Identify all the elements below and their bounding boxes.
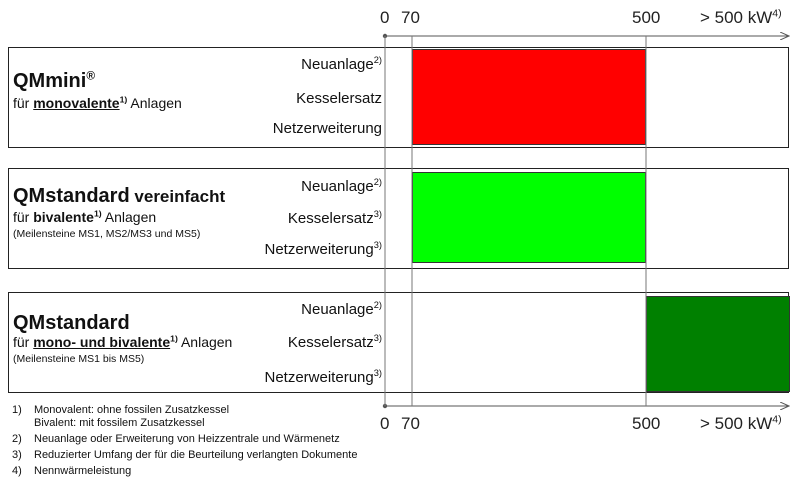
panel-qmstandard-row-kesselersatz: Kesselersatz$^{3)}$ [287, 333, 382, 351]
panel-qmstandard-vereinfacht-bar [412, 172, 646, 263]
panel-qmmini-title: QMmini® [13, 69, 96, 92]
panel-qmstandard-vereinfacht-row-neuanlage: Neuanlage$^{2)}$ [301, 177, 382, 195]
panel-qmstandard-row-neuanlage: Neuanlage$^{2)}$ [301, 300, 382, 318]
footnote-1-number: 1) [12, 404, 22, 416]
panel-qmstandard-vereinfacht-detail: (Meilensteine MS1, MS2/MS3 und MS5) [13, 228, 201, 240]
panel-qmmini-row-neuanlage: Neuanlage$^{2)}$ [301, 55, 382, 73]
top-tick-0: 0 [380, 8, 390, 27]
bottom-tick-500: 500 [632, 414, 661, 433]
panel-qmstandard-subtitle: für mono- und bivalente$^{1)}$ Anlagen [13, 333, 233, 350]
bottom-tick-0: 0 [380, 414, 390, 433]
top-tick-max: > 500 $kW^{4)}$ [700, 7, 782, 27]
footnote-4-text: Nennwärmeleistung [34, 465, 132, 477]
panel-qmstandard-title: QMstandard [13, 312, 130, 334]
panel-qmstandard-vereinfacht-title: QMstandard vereinfacht [13, 185, 226, 207]
footnote-1-line1: Monovalent: ohne fossilen Zusatzkessel [34, 404, 230, 416]
panel-qmstandard-bar [646, 296, 790, 392]
panel-qmstandard-vereinfacht-row-kesselersatz: Kesselersatz$^{3)}$ [287, 209, 382, 227]
footnote-2-number: 2) [12, 433, 22, 445]
footnote-3-number: 3) [12, 449, 22, 461]
footnote-1-line2: Bivalent: mit fossilem Zusatzkessel [34, 417, 205, 429]
panel-qmstandard-vereinfacht-row-netzerweiterung: Netzerweiterung$^{3)}$ [264, 240, 382, 258]
bottom-tick-70: 70 [401, 414, 420, 433]
top-tick-500: 500 [632, 8, 661, 27]
top-tick-70: 70 [401, 8, 420, 27]
panel-qmstandard-row-netzerweiterung: Netzerweiterung$^{3)}$ [264, 368, 382, 386]
panel-qmstandard-detail: (Meilensteine MS1 bis MS5) [13, 353, 145, 365]
footnote-2-text: Neuanlage oder Erweiterung von Heizzentrale und Wärmenetz [34, 433, 340, 445]
panel-qmmini-subtitle: für monovalente$^{1)}$ Anlagen [13, 94, 182, 111]
footnote-3-text: Reduzierter Umfang der für die Beurteilung verlangten Dokumente [34, 449, 358, 461]
panel-qmmini-bar [412, 49, 646, 145]
footnote-4-number: 4) [12, 465, 22, 477]
panel-qmmini-row-kesselersatz: Kesselersatz [296, 90, 382, 107]
top-axis [0, 0, 800, 40]
panel-qmstandard-vereinfacht-subtitle: für bivalente$^{1)}$ Anlagen [13, 208, 157, 225]
panel-qmmini-row-netzerweiterung: Netzerweiterung [272, 120, 382, 137]
bottom-tick-max: > 500 $kW^{4)}$ [700, 413, 782, 433]
